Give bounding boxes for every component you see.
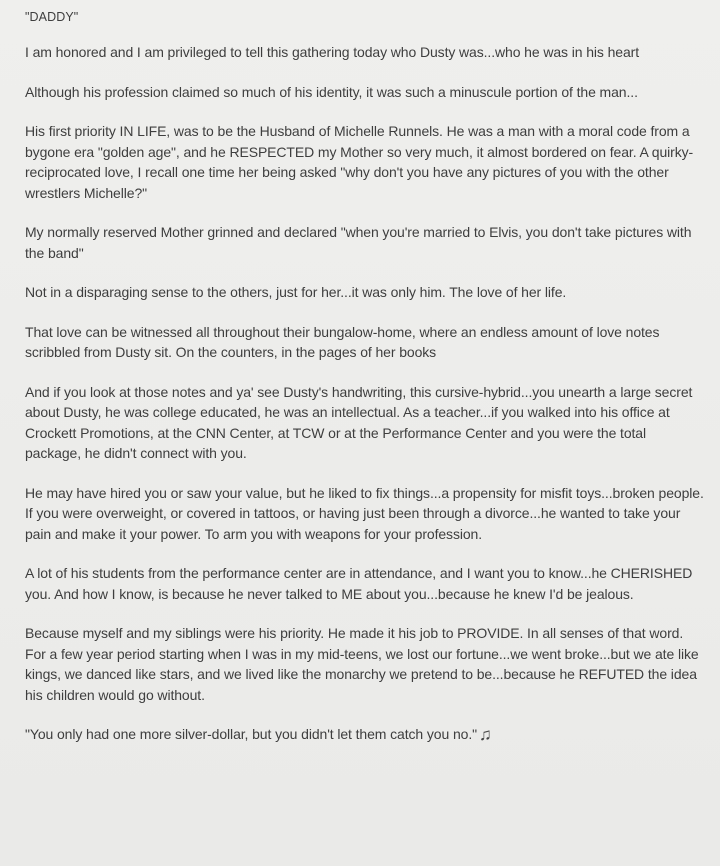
- paragraph-2: Although his profession claimed so much of his identity, it was such a minuscule portion of the man...: [25, 83, 638, 100]
- paragraph-10: Because myself and my siblings were his priority. He made it his job to PROVIDE. In all senses of that word. For a few year period starting when I was in my mid-teens, we lost our fortune...we went broke...but we ate like kings, we danced like stars, and we lived like the monarchy we pretend to be...because he REFUTED the idea his children would go without.: [25, 625, 699, 703]
- closing-line: [25, 724, 704, 745]
- paragraph-5: Not in a disparaging sense to the others, just for her...it was only him. The love of her life.: [25, 284, 567, 300]
- paragraph-9: A lot of his students from the performance center are in attendance, and I want you to know...he CHERISHED you. And how I know, is because he never talked to ME about you...because he knew I'd be jealous.: [25, 565, 693, 602]
- paragraph-1: I am honored and I am privileged to tell this gathering today who Dusty was...who he was in his heart: [25, 44, 640, 60]
- paragraph-3: His first priority IN LIFE, was to be the Husband of Michelle Runnels. He was a man with a moral code from a bygone era "golden age", and he RESPECTED my Mother so very much, it almost bordered on fear. A quirky-reciprocated love, I recall one time her being asked "why don't you have any pictures of you with the other wrestlers Michelle?": [25, 123, 694, 201]
- paragraph-6: That love can be witnessed all throughout their bungalow-home, where an endless amount of love notes scribbled from Dusty sit. On the counters, in the pages of her books: [25, 323, 660, 360]
- paragraph-4: My normally reserved Mother grinned and declared "when you're married to Elvis, you don't take pictures with the band": [25, 224, 692, 261]
- closing-quote: "You only had one more silver-dollar, but you didn't let them catch you no.": [25, 726, 477, 742]
- paragraph-7: And if you look at those notes and ya' see Dusty's handwriting, this cursive-hybrid...you unearth a large secret about Dusty, he was college educated, he was an intellectual. As a teacher...if you walked into his office at Crockett Promotions, at the CNN Center, at TCW or at the Performance Center and you were the total package, he didn't connect with you.: [25, 383, 693, 461]
- music-note-icon: ♫: [479, 725, 492, 744]
- paragraph-8: He may have hired you or saw your value, but he liked to fix things...a propensity for misfit toys...broken people. If you were overweight, or covered in tattoos, or having just been through a divorce...he wanted to take your pain and make it your power. To arm you with weapons for your profession.: [25, 484, 704, 542]
- document-title: "DADDY": [25, 10, 79, 24]
